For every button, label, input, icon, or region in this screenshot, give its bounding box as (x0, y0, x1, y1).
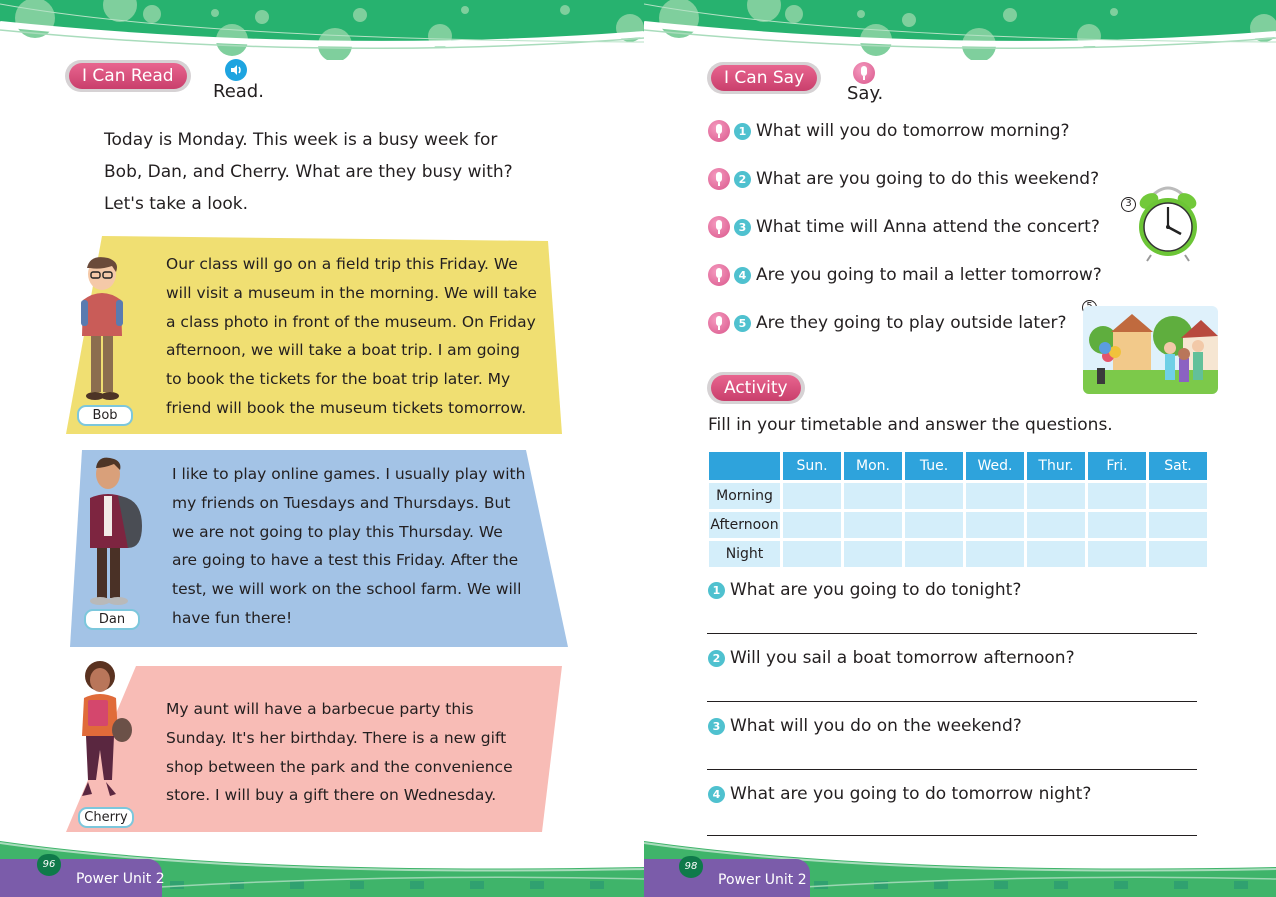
answer-line[interactable] (707, 701, 1197, 702)
answer-line[interactable] (707, 633, 1197, 634)
timetable-cell[interactable] (905, 512, 963, 538)
children-playing-image (1083, 306, 1218, 394)
activity-label (707, 372, 805, 404)
timetable-cell[interactable] (966, 541, 1024, 567)
unit-title: Power Unit 2 (718, 872, 807, 888)
story-line: Our class will go on a field trip this Friday. We (166, 255, 518, 273)
microphone-icon[interactable] (708, 312, 730, 334)
microphone-icon[interactable] (708, 216, 730, 238)
timetable-cell[interactable] (1088, 483, 1146, 509)
speaker-icon[interactable] (225, 59, 247, 81)
question-text: Are they going to play outside later? (756, 313, 1067, 333)
day-header: Mon. (844, 452, 902, 480)
microphone-icon[interactable] (708, 264, 730, 286)
story-line: we are not going to play this Thursday. We (172, 522, 503, 541)
intro-line: Let's take a look. (104, 194, 249, 214)
story-text (172, 460, 525, 633)
header-decoration (0, 0, 644, 60)
timetable-cell[interactable] (1149, 483, 1207, 509)
timetable-cell[interactable] (844, 483, 902, 509)
timetable-row (709, 512, 1207, 538)
page-number: 96 (37, 854, 61, 876)
timetable-cell[interactable] (844, 541, 902, 567)
microphone-icon[interactable] (853, 62, 875, 84)
activity-question (708, 580, 1021, 600)
story-line: are going to have a test this Friday. After the (172, 551, 519, 570)
timetable-cell[interactable] (783, 483, 841, 509)
story-line: a class photo in front of the museum. On Friday (166, 312, 536, 331)
activity-question (708, 648, 1075, 668)
story-line: to book the tickets for the boat trip later. My (166, 370, 511, 389)
timetable-cell[interactable] (966, 512, 1024, 538)
alarm-clock-image (1137, 183, 1199, 263)
number-badge: 1 (708, 582, 725, 599)
question-text: What are you going to do tomorrow night? (730, 784, 1092, 804)
bob-character-image (78, 256, 126, 404)
timetable-cell[interactable] (1149, 541, 1207, 567)
say-instruction: Say. (847, 83, 884, 104)
intro-line: Today is Monday. This week is a busy week for (104, 130, 498, 150)
dan-character-image (84, 456, 146, 608)
page-number: 98 (679, 856, 703, 878)
story-line: My aunt will have a barbecue party this (166, 700, 474, 718)
story-bob (66, 236, 566, 436)
number-badge: 2 (708, 650, 725, 667)
say-question (708, 263, 1102, 287)
timetable (706, 449, 1210, 570)
timetable-cell[interactable] (966, 483, 1024, 509)
microphone-icon[interactable] (708, 120, 730, 142)
number-badge: 3 (708, 718, 725, 735)
cherry-character-image (78, 660, 134, 808)
clock-marker: 3 (1121, 197, 1136, 212)
story-line: test, we will work on the school farm. We will (172, 580, 522, 599)
day-header: Sun. (783, 452, 841, 480)
say-question (708, 119, 1070, 143)
story-line: Sunday. It's her birthday. There is a new gift (166, 728, 507, 747)
story-line: friend will book the museum tickets tomorrow. (166, 398, 527, 417)
answer-line[interactable] (707, 769, 1197, 770)
timetable-row (709, 483, 1207, 509)
story-line: I like to play online games. I usually play with (172, 465, 526, 483)
question-text: What will you do tomorrow morning? (756, 121, 1070, 141)
story-dan (70, 450, 570, 650)
story-line: store. I will buy a gift there on Wednesday. (166, 786, 497, 805)
day-header: Wed. (966, 452, 1024, 480)
story-line: afternoon, we will take a boat trip. I am going (166, 341, 521, 360)
question-text: Are you going to mail a letter tomorrow? (756, 265, 1102, 285)
character-name-tag: Cherry (78, 807, 134, 828)
timetable-cell[interactable] (1027, 541, 1085, 567)
section-label-text: I Can Say (711, 65, 817, 91)
character-name-tag: Dan (84, 609, 140, 630)
question-text: Will you sail a boat tomorrow afternoon? (730, 648, 1075, 668)
story-text (166, 250, 537, 423)
story-cherry (66, 660, 566, 835)
section-label-text: Activity (711, 375, 801, 401)
number-badge: 1 (734, 123, 751, 140)
character-name-tag: Bob (77, 405, 133, 426)
timetable-cell[interactable] (1027, 512, 1085, 538)
activity-instruction: Fill in your timetable and answer the questions. (708, 415, 1113, 435)
activity-question (708, 784, 1091, 804)
timetable-corner (709, 452, 780, 480)
question-text: What are you going to do tonight? (730, 580, 1022, 600)
timetable-cell[interactable] (783, 541, 841, 567)
number-badge: 4 (708, 786, 725, 803)
timetable-cell[interactable] (844, 512, 902, 538)
say-question (708, 167, 1099, 191)
period-label: Morning (709, 483, 780, 509)
intro-line: Bob, Dan, and Cherry. What are they busy with? (104, 162, 513, 182)
period-label: Afternoon (709, 512, 780, 538)
activity-question (708, 716, 1022, 736)
story-line: will visit a museum in the morning. We will take (166, 283, 537, 302)
read-instruction: Read. (213, 81, 264, 102)
say-question (708, 215, 1100, 239)
timetable-row (709, 541, 1207, 567)
section-label-text: I Can Read (69, 63, 187, 89)
microphone-icon[interactable] (708, 168, 730, 190)
number-badge: 5 (734, 315, 751, 332)
day-header: Sat. (1149, 452, 1207, 480)
timetable-cell[interactable] (905, 541, 963, 567)
i-can-say-label (707, 62, 821, 94)
unit-title: Power Unit 2 (76, 871, 165, 887)
story-line: shop between the park and the convenience (166, 757, 513, 776)
timetable-cell[interactable] (1027, 483, 1085, 509)
number-badge: 4 (734, 267, 751, 284)
story-line: have fun there! (172, 608, 293, 627)
story-line: my friends on Tuesdays and Thursdays. But (172, 493, 511, 512)
day-header: Fri. (1088, 452, 1146, 480)
day-header: Thur. (1027, 452, 1085, 480)
timetable-header-row (709, 452, 1207, 480)
question-text: What time will Anna attend the concert? (756, 217, 1100, 237)
story-text (166, 695, 513, 810)
day-header: Tue. (905, 452, 963, 480)
timetable-cell[interactable] (783, 512, 841, 538)
question-text: What are you going to do this weekend? (756, 169, 1100, 189)
i-can-read-label (65, 60, 191, 92)
timetable-cell[interactable] (1149, 512, 1207, 538)
say-question (708, 311, 1067, 335)
timetable-cell[interactable] (905, 483, 963, 509)
number-badge: 2 (734, 171, 751, 188)
timetable-cell[interactable] (1088, 541, 1146, 567)
intro-paragraph (104, 124, 554, 220)
header-decoration (644, 0, 1276, 60)
question-text: What will you do on the weekend? (730, 716, 1022, 736)
number-badge: 3 (734, 219, 751, 236)
period-label: Night (709, 541, 780, 567)
timetable-cell[interactable] (1088, 512, 1146, 538)
